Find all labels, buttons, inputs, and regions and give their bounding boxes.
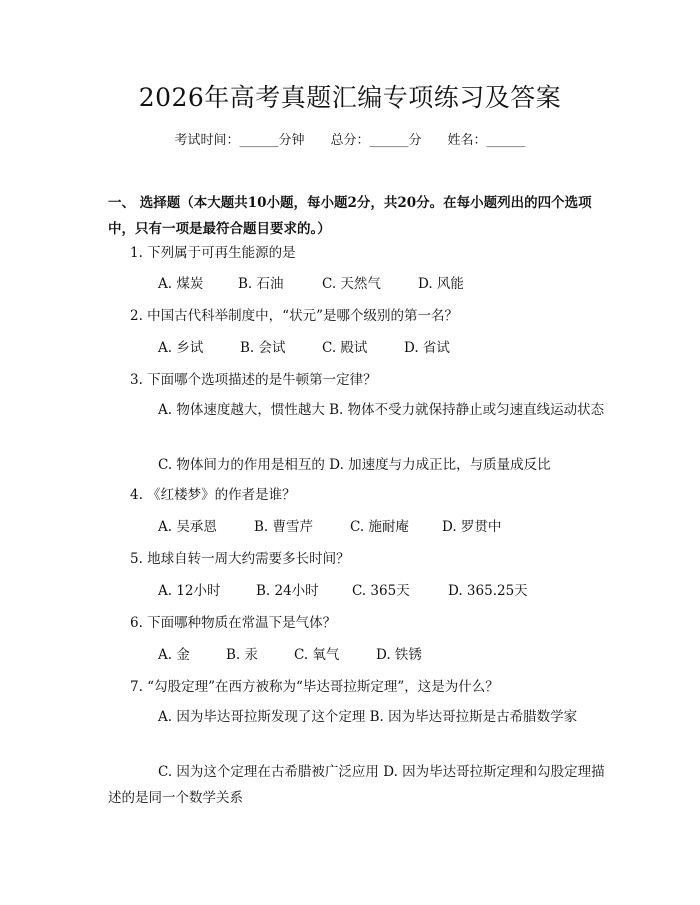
option-b: B. 曹雪芹 (254, 519, 314, 535)
option-d: D. 风能 (418, 276, 464, 292)
question-stem: 1. 下列属于可再生能源的是 (130, 245, 296, 261)
option-c: C. 天然气 (322, 276, 381, 292)
student-name: 姓名：______ (447, 133, 526, 148)
question-option-line: C. 物体间力的作用是相互的 D. 加速度与力成正比，与质量成反比 (158, 457, 551, 473)
question-options (158, 274, 464, 294)
question-options (158, 517, 501, 537)
exam-meta (0, 131, 700, 151)
question-options (158, 338, 450, 358)
question-options (158, 581, 528, 601)
question-option-line: C. 因为这个定理在古希腊被广泛应用 D. 因为毕达哥拉斯定理和勾股定理描述的是同一个数学关系 (108, 764, 605, 806)
option-c: C. 施耐庵 (350, 519, 409, 535)
question-stem: 4. 《红楼梦》的作者是谁？ (130, 487, 296, 503)
option-d: D. 铁锈 (376, 647, 422, 663)
question-stem: 7. “勾股定理”在西方被称为“毕达哥拉斯定理”，这是为什么？ (130, 679, 499, 695)
option-a: A. 煤炭 (158, 276, 204, 292)
option-b: B. 24小时 (256, 583, 319, 599)
option-c: C. 殿试 (322, 340, 368, 356)
question-options (158, 645, 422, 665)
question-stem: 6. 下面哪种物质在常温下是气体？ (130, 615, 337, 631)
question-option-line: A. 因为毕达哥拉斯发现了这个定理 B. 因为毕达哥拉斯是古希腊数学家 (158, 709, 578, 725)
question-stem: 3. 下面哪个选项描述的是牛顿第一定律？ (130, 372, 377, 388)
option-a: A. 乡试 (158, 340, 204, 356)
question-stem: 5. 地球自转一周大约需要多长时间？ (130, 551, 350, 567)
option-c: C. 氧气 (294, 647, 340, 663)
section-heading: 一、 选择题（本大题共10小题，每小题2分，共20分。在每小题列出的四个选项中，只有一项是最符合题目要求的。） (108, 195, 592, 237)
option-c: C. 365天 (352, 583, 410, 599)
option-a: A. 12小时 (158, 583, 221, 599)
option-b: B. 石油 (238, 276, 284, 292)
exam-time: 考试时间：______分钟 (174, 133, 305, 148)
option-a: A. 金 (158, 647, 190, 663)
question-stem: 2. 中国古代科举制度中，“状元”是哪个级别的第一名？ (130, 308, 458, 324)
exam-total-score: 总分：______分 (330, 133, 422, 148)
option-b: B. 汞 (226, 647, 259, 663)
page-title: 2026年高考真题汇编专项练习及答案 (138, 83, 562, 112)
option-d: D. 罗贯中 (442, 519, 502, 535)
option-d: D. 省试 (404, 340, 450, 356)
option-d: D. 365.25天 (448, 583, 528, 599)
option-a: A. 吴承恩 (158, 519, 217, 535)
question-option-line: A. 物体速度越大，惯性越大 B. 物体不受力就保持静止或匀速直线运动状态 (158, 402, 605, 418)
option-b: B. 会试 (240, 340, 286, 356)
